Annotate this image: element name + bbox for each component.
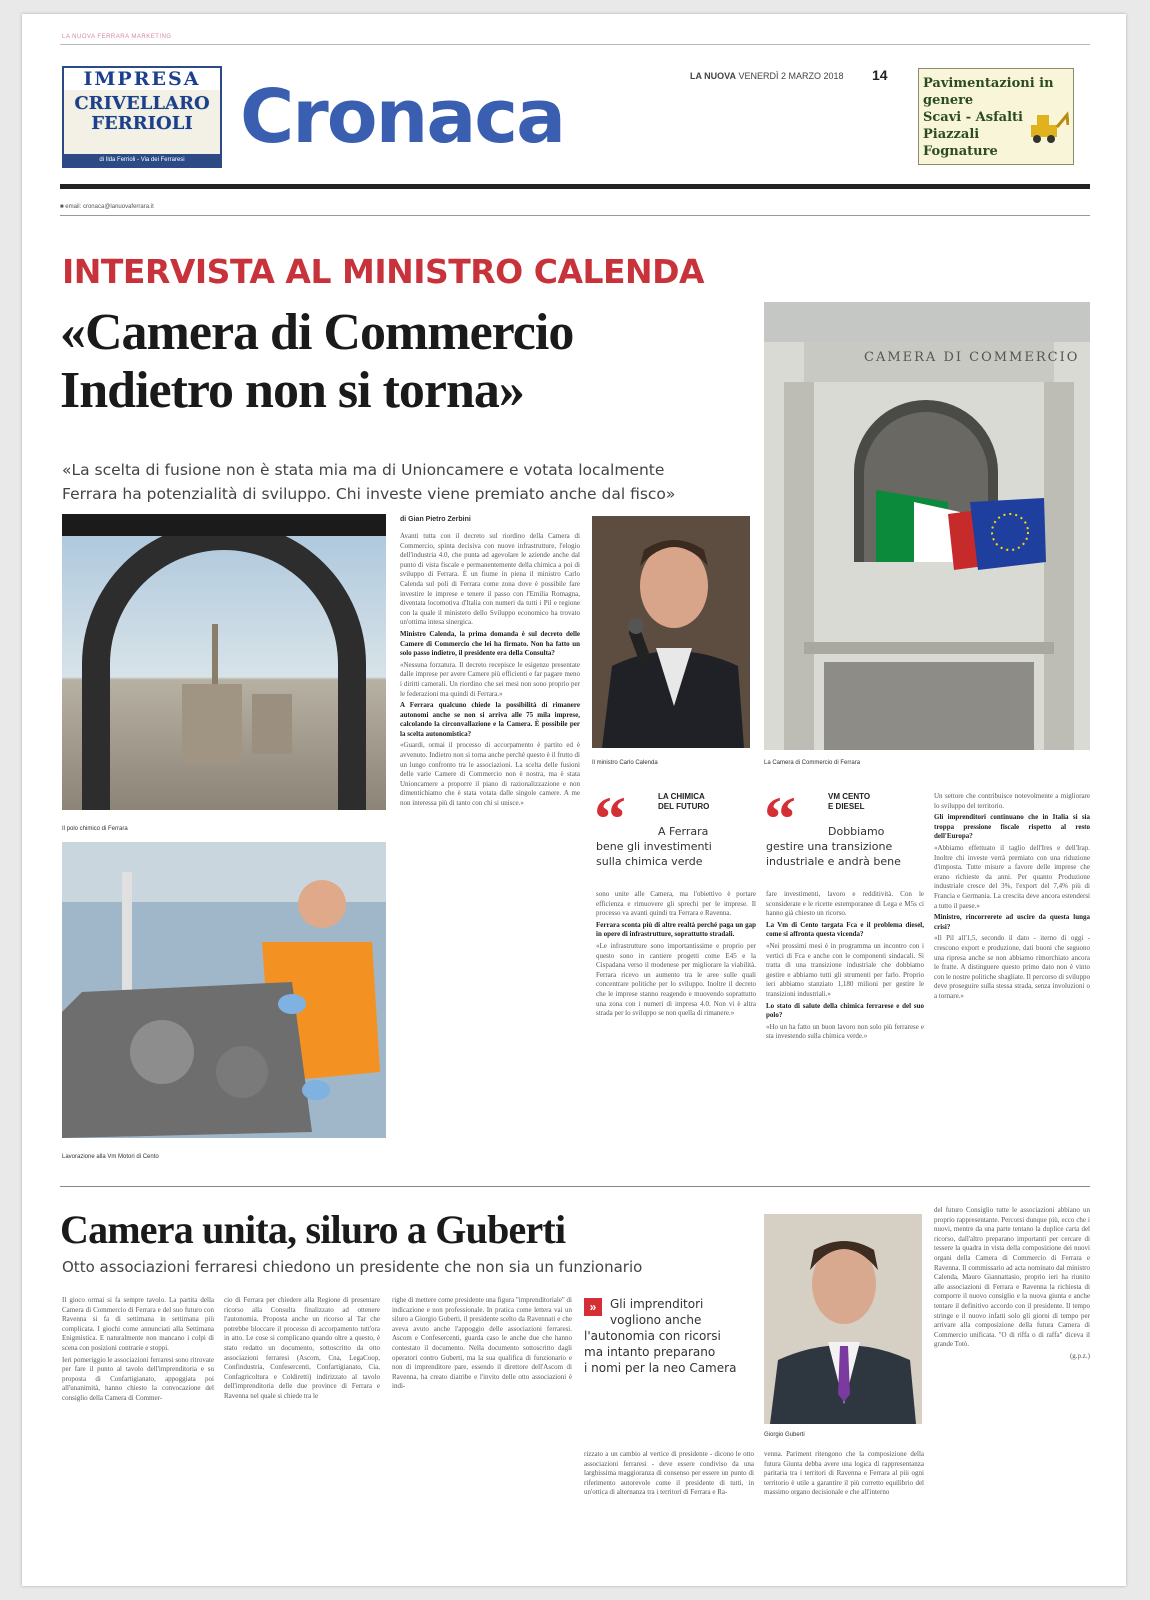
ad-line: Pavimentazioni in genere bbox=[923, 76, 1054, 108]
article-divider bbox=[60, 1186, 1090, 1187]
header-rule bbox=[60, 184, 1090, 189]
email-line: ■ email: cronaca@lanuovaferrara.it bbox=[60, 204, 154, 210]
article2-column-2: cio di Ferrara per chiedere alla Regione di presentare ricorso alla Consulta finalizzato ad ottenere l'autonomia. Proposta anche un ricorso al Tar che potrebbe bloccare il processo di accorpamento tutt'ora in atto. Le cose si complicano quando oltre a questo, è stato redatto un documento, sottoscritto da otto associazioni ferraresi (Ascom, Cna, LegaCoop, Confindustria, Confesercenti, Confartigianato, Cia, Confagricoltura e Coldiretti) indirizzato al tavolo dell'imprenditoria delle due province di Ferrara e Ravenna nel quale si chiede tra le bbox=[224, 1296, 380, 1400]
issue-date: VENERDÌ 2 MARZO 2018 bbox=[738, 71, 844, 81]
camera-commercio-photo bbox=[764, 302, 1090, 750]
article2-signature: (g.p.z.) bbox=[1069, 1351, 1090, 1360]
article-column-2: sono unite alle Camera, ma l'obiettivo è portare efficienza e rimuovere gli sprechi per le imprese. Il processo va avanti quindi tra Ferrara e Ravenna. Ferrara sconta più di altre realtà perché paga un gap in opere di infrastrutture, soprattutto stradali. «Le infrastrutture sono importantissime e proprio per questo sono in cantiere progetti come E45 e la Cispadana verso il modenese per migliorare la viabilità. Ferrara ricevo un aumento tra le aree sulle quali concentrare politiche per lo sviluppo. Inoltre il decreto che le imprese stanno reagendo e muovendo soprattutto una zona con i numeri di impresa 4.0. Non vi è altra strada per lo sviluppo se non quella di rimanere.» bbox=[596, 890, 756, 1018]
quote-mark-icon: “ bbox=[594, 783, 626, 854]
arch-photo-graphic bbox=[62, 514, 386, 810]
article2-pull-quote: Gli imprenditori vogliono anche l'autonomia con ricorsi ma intanto preparano i nomi per la neo Camera bbox=[584, 1297, 737, 1375]
caption-chemical: Il polo chimico di Ferrara bbox=[62, 826, 128, 832]
logo-line2: CRIVELLARO FERRIOLI bbox=[74, 93, 210, 134]
newspaper-name: LA NUOVA bbox=[690, 71, 736, 81]
quote2-text: Dobbiamo gestire una transizione industriale e andrà bene bbox=[766, 825, 901, 868]
excavator-icon bbox=[1027, 107, 1069, 145]
article-kicker: INTERVISTA AL MINISTRO CALENDA bbox=[62, 252, 705, 291]
building-sign: CAMERA DI COMMERCIO bbox=[864, 350, 1080, 365]
pavimentazioni-ad bbox=[918, 68, 1074, 165]
article-column-3: fare investimenti, lavoro e redditività. Con le sconsiderate e le ricette estemporanee di Lega e M5s ci hanno già chiesto un ricorso. La Vm di Cento targata Fca e il problema diesel, come si affronta questa vicenda? «Nei prossimi mesi è in programma un incontro con i vertici di Fca e anche con le componenti sindacali. Si tratta di una transizione industriale che dobbiamo gestire e abbiamo tutti gli strumenti per farlo. Proprio ieri abbiamo stanziato 1,180 milioni per gestire le transizioni industriali.» Lo stato di salute della chimica ferrarese e del suo polo? «Ho un ha fatto un buon lavoro non solo più ferrarese e sta investendo sulla chimica verde.» bbox=[766, 890, 924, 1041]
impresa-crivellaro-logo bbox=[62, 66, 222, 168]
quote2-title: VM CENTO E DIESEL bbox=[828, 792, 871, 811]
article2-column-4: rizzato a un cambio al vertice di presidente - dicono le otto associazioni ferraresi - deve essere condiviso da una larghissima maggioranza di consenso per essere un punto di riferimento autorevole come il presidente di tutti, in un'ottica di alternanza tra i territori di Ferrara e Ra- bbox=[584, 1450, 754, 1497]
article-deck: «La scelta di fusione non è stata mia ma di Unioncamere e votata localmente Ferrara ha potenzialità di sviluppo. Chi investe viene premiato anche dal fisco» bbox=[62, 461, 676, 503]
caption-minister: Il ministro Carlo Calenda bbox=[592, 760, 658, 766]
byline: di Gian Pietro Zerbini bbox=[400, 516, 471, 523]
top-line: LA NUOVA FERRARA MARKETING bbox=[62, 34, 172, 40]
article2-column-6: del futuro Consiglio tutte le associazioni abbiano un proprio rappresentante. Percorsi dunque più, ecco che i nuovi, mentre da una parte tentano la duplice carta del ricorso, dall'altro preparano importanti per cercare di tessere la quadra in vista della composizione dei nuovi organi della Camera di Commercio di Ferrara e Ravenna. Il commissario ad acta nominato dal ministro Calenda, Mauro Giannattasio, proprio ieri ha riunito alle associazioni di Ferrara e Ravenna la richiesta di comporre il nuovo consiglio e la nuova giunta e anche tentare il definitivo accordo con il presidente. Il tempo stringe e il nuovo infatti solo gli giorni di tempo per arrivare alla composizione della futura Camera di Commercio unificata. "O di riffa o di raffa" diceva il grande Totò. (g.p.z.) bbox=[934, 1206, 1090, 1360]
ad-line: Piazzali bbox=[923, 127, 980, 142]
caption-building: La Camera di Commercio di Ferrara bbox=[764, 760, 861, 766]
quote1-title: LA CHIMICA DEL FUTURO bbox=[658, 792, 710, 811]
ad-line: Fognature bbox=[923, 144, 998, 159]
article2-column-5: venna. Pariment ritengono che la composizione della futura Giunta debba avere una logica di rappresentanza paritaria tra i territori di Ravenna e Ferrara al più ogni territorio è utile a garantire il più corretto equilibrio del massimo organo decisionale e che all'interno bbox=[764, 1450, 924, 1497]
minister-photo-graphic bbox=[592, 516, 750, 748]
article2-headline: Camera unita, siluro a Guberti bbox=[60, 1207, 566, 1252]
minister-photo bbox=[592, 516, 750, 748]
logo-footer: di Ilda Ferrioli - Via dei Ferraresi bbox=[64, 154, 220, 166]
engine-worker-photo bbox=[62, 842, 386, 1138]
article2-deck: Otto associazioni ferraresi chiedono un presidente che non sia un funzionario bbox=[62, 1258, 643, 1276]
top-rule bbox=[60, 44, 1090, 45]
newspaper-page bbox=[22, 14, 1126, 1586]
article-column-1: Avanti tutta con il decreto sul riordino della Camera di Commercio, spinta decisiva con nuove infrastrutture, l'elogio dell'industria 4.0, che punta ad agevolare le aziende anche dal punto di vista fiscale e permanentemente della chimica a poi di sviluppo di Ferrara. È un fiume in piena il ministro Carlo Calenda sul poli di Ferrara come zona dove è possibile fare investire le imprese e tenere il passo con l'Emilia Romagna, diventata locomotiva d'Italia con numeri da tutti i Pil e regione con la quale il ministero dello Sviluppo economico ha trovato un'ottima intesa sinergica. Ministro Calenda, la prima domanda è sul decreto delle Camere di Commercio che lei ha firmato. Non ha fatto un solo passo indietro, il presidente era della Consulta? «Nessuna forzatura. Il decreto recepisce le esigenze presentate dalle imprese per avere Camere più efficienti e far pagare meno i diritti camerali. Un riordino che sei mesi non sono proprio per le federazioni ma quindi di Ferrara.» A Ferrara qualcuno chiede la possibilità di rimanere autonomi anche se non si arriva alle 75 mila imprese, calcolando la circonvallazione e la Camera. È possibile per la scelta autonomistica? «Guardi, ormai il processo di accorpamento è partito ed è avvenuto. Indietro non si torna anche perché questo è il frutto di un lungo confronto tra le associazioni. La scelta delle fusioni delle varie Camere di Commercio non è nostra, ma è stata Unioncamere a proporre il piano di razionalizzazione e non dimentichiamo che è stata votata dalle singole camere. A me non interessa più di tanto con chi si unisce.» bbox=[400, 532, 580, 808]
article2-column-1: Il gioco ormai si fa sempre tavolo. La partita della Camera di Commercio di Ferrara e del suo futuro con Ravenna si fa di settimana in settimana più complicata. I giochi come annunciati alla Settimana Enigmistica. E naturalmente non mancano i colpi di scena con posizioni contrarie e stoppi. Ieri pomeriggio le associazioni ferraresi sono ritrovate per fare il punto al tavolo dell'imprenditoria e su proposta di Confartigianato, appoggiata poi all'unanimità, hanno chiesto la convocazione del consiglio della Camera di Commer- bbox=[62, 1296, 214, 1402]
email-rule bbox=[60, 215, 1090, 216]
caption-guberti: Giorgio Guberti bbox=[764, 1432, 805, 1438]
caption-engine: Lavorazione alla Vm Motori di Cento bbox=[62, 1154, 159, 1160]
guberti-photo bbox=[764, 1214, 922, 1424]
newspaper-meta bbox=[690, 71, 844, 81]
worker-photo-graphic bbox=[62, 842, 386, 1138]
quote1-text: A Ferrara bene gli investimenti sulla chimica verde bbox=[596, 825, 712, 868]
building-photo-graphic bbox=[764, 302, 1090, 750]
chemical-plant-photo bbox=[62, 514, 386, 810]
quote-mark-icon: “ bbox=[764, 783, 796, 854]
double-chevron-icon: » bbox=[584, 1298, 602, 1316]
section-title: Cronaca bbox=[240, 74, 565, 160]
guberti-photo-graphic bbox=[764, 1214, 922, 1424]
article-headline: «Camera di Commercio Indietro non si torna» bbox=[60, 304, 574, 419]
page-number: 14 bbox=[872, 67, 888, 83]
logo-line1: IMPRESA bbox=[64, 68, 220, 90]
ad-line: Scavi - Asfalti bbox=[923, 110, 1023, 125]
article2-column-3: righe di mettere come presidente una figura "imprenditoriale" di indicazione e non professionale. In pratica come lettera vai un siluro a Giorgio Guberti, il presidente scelto da Ravennati e che aveva avuto anche l'appoggio delle associazioni ferraresi. Ascom e Confesercenti, guarda caso le anche due che hanno contestato il documento. Nella documento sottoscritto dagli operatori contro Guberti, ma la sua qualifica di funzionario e non di imprenditore pare, essendo il direttore dell'Ascom di Ravenna, ha creato diatribe e l'invito delle otto associazioni è indi- bbox=[392, 1296, 572, 1391]
article-column-4: Un settore che contribuisce notevolmente a migliorare lo sviluppo del territorio. Gli imprenditori continuano che in Italia si sia troppa pressione fiscale rispetto al resto dell'Europa? «Abbiamo effettuato il taglio dell'Ires e dell'Irap. Inoltre chi investe verrà premiato con una riduzione d'imposta. Tutte misure a favore delle imprese che erano richieste da anni. Per quanto Produzione industriale cresce del 3%, l'export del 7,4% più di Francia e Germania. La crescita deve ancora estendersi a tutto il paese.» Ministro, rincorrerete ad uscire da questa lunga crisi? «Il Pil all'1,5, secondo il dato - iterno di oggi - crescono export e produzione, dati buoni che seguono una ripresa anche se non abbiamo rimorchiato ancora le fratte. A distinguere questo primo dato non è vinto con le nostre politiche sbagliate. Il percorso di sviluppo deve proseguire sulla stessa strada, senza involuzioni o a tornare.» bbox=[934, 792, 1090, 1000]
